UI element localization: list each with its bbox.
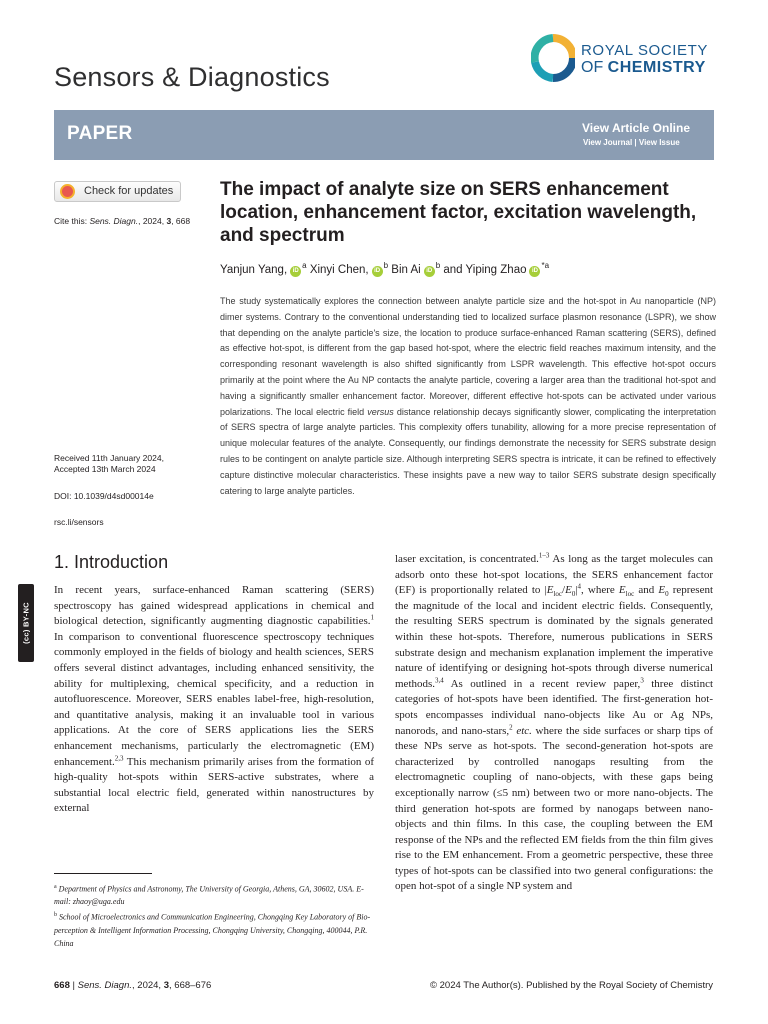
affiliation-a: $^a$ Department of Physics and Astronomy, The University of Georgia, Athens, GA, 30602, USA. E-mail: zhaoy@uga.edu	[54, 884, 364, 907]
author-name[interactable]: and Yiping Zhao	[443, 263, 527, 276]
affiliation-b: $^b$ School of Microelectronics and Communication Engineering, Chongqing Key Laboratory of Bio-perception & Intelligent Information Processing, Chongqing University, Chongqing, 400044, P.R. China	[54, 912, 371, 948]
footnote-divider	[54, 873, 152, 874]
orcid-icon[interactable]: iD	[290, 266, 301, 277]
journal-title: Sensors & Diagnostics	[54, 62, 330, 92]
author-affiliation: b	[383, 261, 389, 270]
check-updates-label: Check for updates	[84, 185, 174, 197]
article-type-banner	[54, 110, 714, 160]
author-name[interactable]: Xinyi Chen,	[309, 263, 369, 276]
rsc-logo-icon	[531, 32, 575, 88]
check-updates-button[interactable]	[54, 181, 181, 202]
copyright: © 2024 The Author(s). Published by the Royal Society of Chemistry	[430, 980, 713, 991]
citation: Cite this: Sens. Diagn., 2024, 3, 668	[54, 216, 191, 226]
author-affiliation: a	[302, 261, 307, 270]
author-name[interactable]: Bin Ai	[391, 263, 421, 276]
page-footer-citation: 668 | Sens. Diagn., 2024, 3, 668–676	[54, 980, 212, 991]
banner-sub-links	[583, 138, 680, 147]
abstract: The study systematically explores the connection between analyte particle size and the hot-spot in Au nanoparticle (NP) dimer systems. Contrary to the conventional understanding tied to localized surface plasmon resonance (LSPR), we show that depending on the analyte particle's size, the location to produce surface-enhanced Raman scattering (SERS), defined as effective hot-spot, is different from the gap based hot-spot, where the electric field reaches maximum intensity, and the corresponding resonant wavelength is also shifted significantly from LSPR wavelength. This effective hot-spot occurs primarily at the point where the Au NP contacts the analyte particle, covering a larger area than the traditional hot-spot and having a significantly smaller enhancement factor. Moreover, different effective hot-spots can be activated under various polarizations. The local electric field versus distance relationship decays significantly slower, complicating the interpretation of SERS spectra of large analyte particles. This complexity offers tunability, allowing for a more precise representation of unique molecular features of the analyte. Consequently, our findings demonstrate the necessity for SERS substrate design rules to be contingent on analyte particle size. Although interpreting SERS spectra is intricate, it can be refined to effectively capture distinctive molecular characteristics. These insights pave a new way to tailor SERS substrate design specifically catering to large analyte particles.	[220, 296, 717, 496]
article-type-label: PAPER	[67, 123, 133, 144]
view-issue-link[interactable]: View Issue	[638, 138, 680, 147]
doi[interactable]: DOI: 10.1039/d4sd00014e	[54, 491, 154, 501]
received-date: Received 11th January 2024,	[54, 453, 164, 463]
author-affiliation: b	[435, 261, 441, 270]
publisher-logo[interactable]	[531, 32, 721, 88]
reference-link[interactable]: 1	[370, 613, 374, 622]
article-title: The impact of analyte size on SERS enhancement location, enhancement factor, excitation wavelength, and spectrum	[220, 179, 697, 246]
orcid-icon[interactable]: iD	[372, 266, 383, 277]
reference-link[interactable]: 2,3	[114, 753, 124, 762]
view-article-online-link[interactable]: View Article Online	[581, 121, 690, 135]
page-number: 668	[54, 980, 70, 991]
reference-link[interactable]: 1–3	[538, 551, 550, 560]
check-updates-icon	[60, 184, 75, 199]
view-journal-link[interactable]: View Journal	[583, 138, 633, 147]
body-column-left: In recent years, surface-enhanced Raman scattering (SERS) spectroscopy has gained widespread applications in chemical and biological detection, significantly augmenting diagnostic capabilities.$^1$ In comparison to conventional fluorescence spectroscopy techniques commonly employed in the fields of biology and health sciences, SERS offers several distinct advantages, including enhanced sensitivity, the ability for multiplexing, chemical specificity, and a reduction in autofluorescence. Moreover, SERS enables label-free, high-resolution, and quantitative analysis, making it an invaluable tool in various applications. At the core of SERS applications lies the SERS enhancement mechanisms, particularly the electromagnetic (EM) enhancement.$^{2,3}$ This mechanism primarily arises from the formation of high-quality hot-spots within SERS-active substrates, where a substantial local electric field, generated within nanostructures by external	[54, 584, 374, 815]
received-dates	[54, 453, 164, 475]
publisher-name-line2: OF CHEMISTRY	[581, 59, 706, 76]
cc-license-icon[interactable]: (cc) BY-NC	[18, 584, 34, 662]
author-list	[220, 261, 549, 277]
reference-link[interactable]: 3,4	[435, 676, 444, 685]
orcid-icon[interactable]: iD	[529, 266, 540, 277]
reference-link[interactable]: 2	[509, 722, 513, 731]
section-heading: 1. Introduction	[54, 552, 169, 572]
orcid-icon[interactable]: iD	[424, 266, 435, 277]
link-separator: |	[632, 138, 639, 147]
accepted-date: Accepted 13th March 2024	[54, 464, 156, 474]
body-column-right: laser excitation, is concentrated.$^{1-3}$ As long as the target molecules can adsorb onto these hot-spot locations, the SERS enhancement factor (EF) is proportionally related to $|E_{loc}/E_0|^4$, where $E_{loc}$ and $E_0$ represent the magnitude of the local and incident electric fields. Consequently, the resulting SERS spectrum is dominated by the signals generated within these hot-spots. Therefore, numerous publications in SERS substrate design and mechanism explanation implement the imperative nature of identifying or designing hot-spots through diverse numerical methods.$^{3,4}$ As outlined in a recent review paper,$^3$ three distinct categories of hot-spots have been identified. The first-generation hot-spots encompasses individual nano-objects like Au or Ag NPs, nanorods, and nano-stars,$^2$ etc. where the side surfaces or sharp tips of these NPs serve as hot-spots. The second-generation hot-spots are characterized by controlled nanogaps resulting from the electromagnetic coupling of nano-objects, with these gaps being exceptionally narrow (≤5 nm) between two or more nano-objects. The third generation hot-spots are formed by nanogaps between nano-objects and thin films. In this case, the coupling between the EM response of the NPs and the reflected EM fields from the thin film gives rise to the EM enhancement. From a geometric perspective, these three types of hot-spots can be classified into two general configurations: the open hot-spot of a single NP system and	[395, 551, 714, 893]
affiliations	[54, 881, 374, 950]
reference-link[interactable]: 3	[640, 676, 644, 685]
author-affiliation: *a	[541, 261, 550, 270]
author-name[interactable]: Yanjun Yang,	[220, 263, 288, 276]
journal-site-link[interactable]: rsc.li/sensors	[54, 517, 104, 527]
publisher-name-line1: ROYAL SOCIETY	[581, 42, 708, 59]
